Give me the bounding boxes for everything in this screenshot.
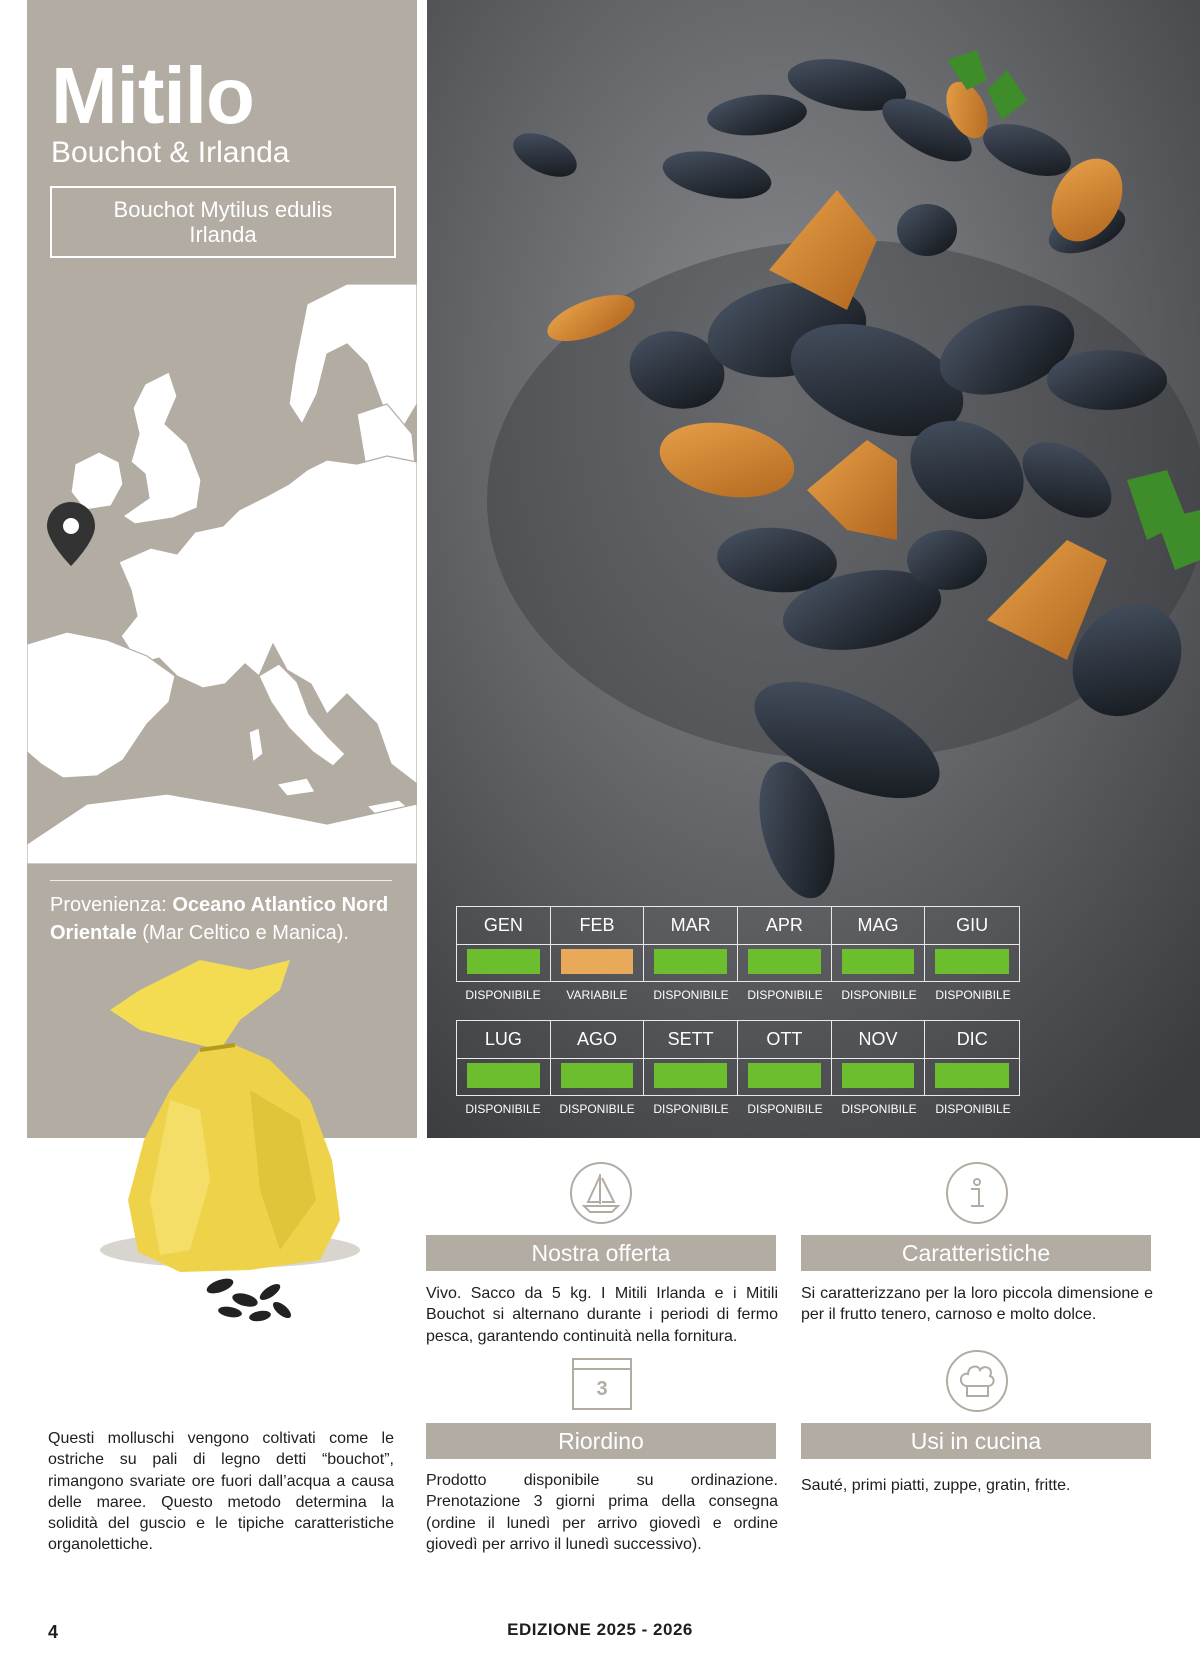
calendar-status-label: DISPONIBILE — [935, 988, 1011, 1002]
calendar-status-label: VARIABILE — [566, 988, 628, 1002]
riordino-heading: Riordino — [426, 1423, 776, 1459]
calendar-icon — [572, 1358, 632, 1410]
calendar-availability-bar — [842, 949, 915, 974]
calendar-month-cell — [644, 907, 738, 981]
calendar-month-cell — [832, 1021, 926, 1095]
calendar-month-label: GIU — [956, 915, 989, 935]
calendar-availability-bar — [935, 949, 1009, 974]
divider — [50, 880, 392, 881]
location-pin-icon — [47, 502, 95, 566]
product-subtitle: Bouchot & Irlanda — [51, 136, 290, 169]
calendar-month-label: OTT — [766, 1029, 803, 1049]
mussel-bag-image — [70, 950, 370, 1350]
calendar-month-cell — [738, 1021, 832, 1095]
calendar-availability-bar — [467, 949, 540, 974]
riordino-text: Prodotto disponibile su ordinazione. Prenotazione 3 giorni prima della consegna (ordine il lunedì per arrivo giovedì e ordine giovedì per arrivo il lunedì successivo). — [426, 1472, 778, 1553]
calendar-month-label: NOV — [858, 1029, 898, 1049]
calendar-status-label: DISPONIBILE — [747, 1102, 823, 1116]
availability-calendar-row-1 — [456, 906, 1020, 1002]
provenance-label: Provenienza: — [50, 894, 167, 916]
offerta-heading: Nostra offerta — [426, 1235, 776, 1271]
calendar-availability-bar — [748, 949, 821, 974]
calendar-availability-bar — [561, 1063, 634, 1088]
provenance-area: (Mar Celtico e Manica). — [142, 921, 349, 944]
usi-heading: Usi in cucina — [801, 1423, 1151, 1459]
calendar-month-label: LUG — [484, 1029, 522, 1049]
product-title: Mitilo — [51, 51, 254, 140]
sailboat-icon — [570, 1162, 632, 1224]
calendar-status-label: DISPONIBILE — [653, 988, 729, 1002]
calendar-month-label: SETT — [667, 1029, 714, 1049]
species-origin: Irlanda — [189, 222, 257, 247]
calendar-month-cell — [551, 907, 645, 981]
calendar-month-cell — [457, 1021, 551, 1095]
info-icon — [946, 1162, 1008, 1224]
calendar-month-label: FEB — [579, 915, 615, 935]
calendar-status-label: DISPONIBILE — [653, 1102, 729, 1116]
calendar-month-cell — [738, 907, 832, 981]
caratteristiche-heading: Caratteristiche — [801, 1235, 1151, 1271]
europe-map — [27, 284, 417, 864]
page-number: 4 — [48, 1622, 59, 1642]
calendar-availability-bar — [842, 1063, 915, 1088]
calendar-availability-bar — [935, 1063, 1009, 1088]
calendar-icon-number: 3 — [596, 1378, 608, 1400]
usi-text: Sauté, primi piatti, zuppe, gratin, fritte. — [801, 1477, 1071, 1494]
species-name: Bouchot Mytilus edulis — [113, 196, 333, 222]
calendar-availability-bar — [654, 949, 727, 974]
calendar-availability-bar — [561, 949, 634, 974]
calendar-month-cell — [925, 907, 1019, 981]
calendar-month-label: MAG — [857, 915, 899, 935]
calendar-month-cell — [832, 907, 926, 981]
availability-calendar-row-2 — [456, 1020, 1020, 1116]
calendar-status-label: DISPONIBILE — [935, 1102, 1011, 1116]
edition-label: EDIZIONE 2025 - 2026 — [507, 1620, 693, 1639]
chef-hat-icon — [946, 1350, 1008, 1412]
calendar-month-label: GEN — [483, 915, 523, 935]
calendar-status-label: DISPONIBILE — [559, 1102, 635, 1116]
description-text: Questi molluschi vengono coltivati come le ostriche su pali di legno detti “bouchot”, rimangono svariate ore fuori dall’acqua a causa delle maree. Questo metodo determina la solidità del guscio e le tipiche caratteristiche organolettiche. — [48, 1430, 394, 1554]
species-box — [50, 186, 396, 258]
calendar-status-label: DISPONIBILE — [841, 1102, 917, 1116]
calendar-availability-bar — [654, 1063, 727, 1088]
offerta-text: Vivo. Sacco da 5 kg. I Mitili Irlanda e i Mitili Bouchot si alternano durante i periodi di fermo pesca, garantendo continuità nella fornitura. — [426, 1285, 778, 1345]
calendar-status-label: DISPONIBILE — [841, 988, 917, 1002]
calendar-month-label: MAR — [670, 915, 711, 935]
calendar-availability-bar — [467, 1063, 540, 1088]
calendar-month-cell — [925, 1021, 1019, 1095]
calendar-month-label: AGO — [577, 1029, 618, 1049]
calendar-status-label: DISPONIBILE — [465, 988, 541, 1002]
calendar-month-cell — [644, 1021, 738, 1095]
calendar-month-label: DIC — [956, 1029, 988, 1049]
calendar-status-label: DISPONIBILE — [747, 988, 823, 1002]
calendar-status-label: DISPONIBILE — [465, 1102, 541, 1116]
calendar-month-cell — [551, 1021, 645, 1095]
calendar-availability-bar — [748, 1063, 821, 1088]
calendar-month-label: APR — [765, 915, 803, 935]
calendar-month-cell — [457, 907, 551, 981]
provenance-origin: Oceano Atlantico Nord Orientale — [50, 894, 389, 944]
provenance-text — [50, 892, 410, 947]
caratteristiche-text: Si caratterizzano per la loro piccola dimensione e per il frutto tenero, carnoso e molto dolce. — [801, 1285, 1153, 1324]
